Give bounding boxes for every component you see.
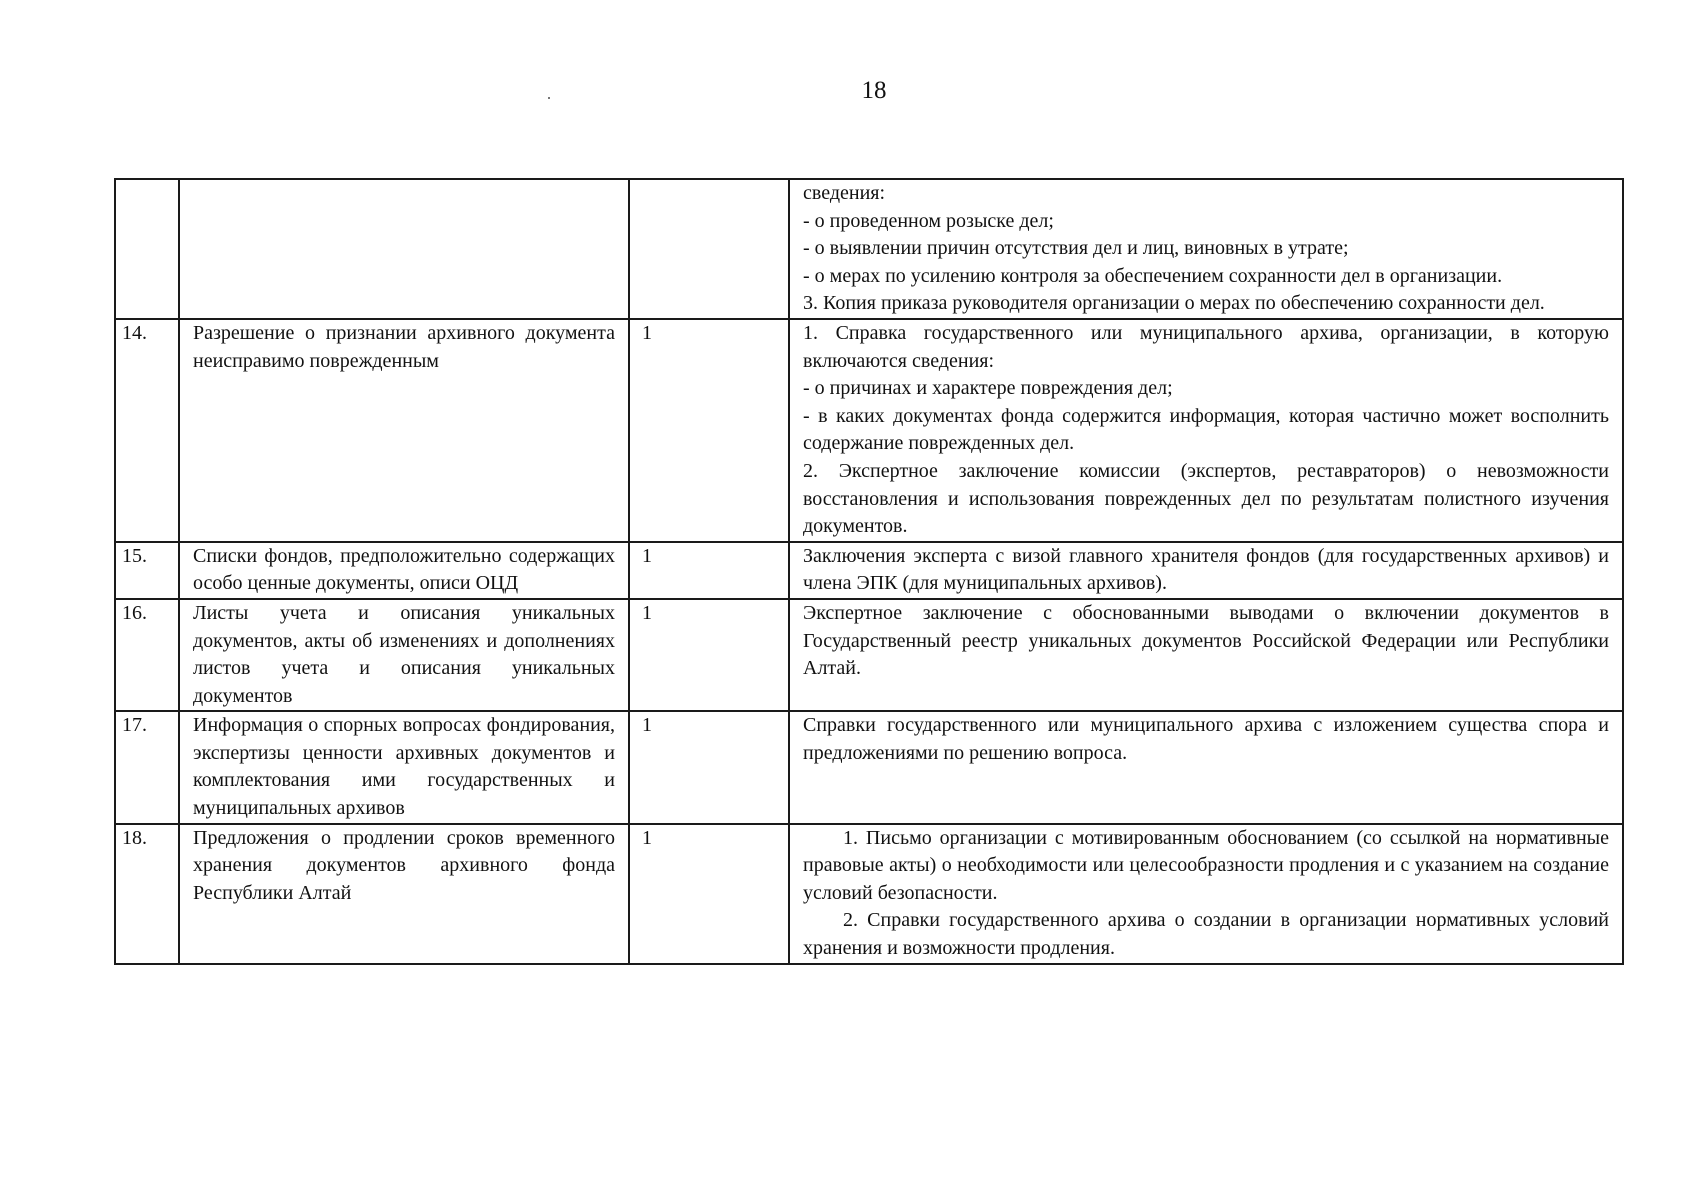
- document-paragraph: 3. Копия приказа руководителя организации о мерах по обеспечению сохранности дел.: [803, 292, 1545, 315]
- document-paragraph: 2. Справки государственного архива о создании в организации нормативных условий хранения и возможности продления.: [803, 909, 1609, 960]
- document-paragraph: - о проведенном розыске дел;: [803, 209, 1054, 232]
- row-quantity-cell: 1: [629, 599, 789, 711]
- document-paragraph: Экспертное заключение с обоснованными выводами о включении документов в Государственный реестр уникальных документов Российской Федерации или Республики Алтай.: [803, 601, 1609, 680]
- row-number-cell: 15.: [115, 542, 179, 599]
- row-documents-cell: [789, 599, 1623, 711]
- table-row: [115, 179, 1623, 319]
- table-row: [115, 542, 1623, 599]
- document-paragraph: 2. Экспертное заключение комиссии (экспертов, реставраторов) о невозможности восстановления и использования поврежденных дел по результатам полистного изучения документов.: [803, 459, 1609, 538]
- row-number-cell: 14.: [115, 319, 179, 542]
- row-name-cell: Листы учета и описания уникальных документов, акты об изменениях и дополнениях листов учета и описания уникальных документов: [179, 599, 629, 711]
- document-table-container: [114, 178, 1622, 965]
- document-paragraph: - о выявлении причин отсутствия дел и лиц, виновных в утрате;: [803, 237, 1349, 260]
- table-row: [115, 599, 1623, 711]
- document-paragraph: - о мерах по усилению контроля за обеспечением сохранности дел в организации.: [803, 264, 1503, 287]
- document-paragraph: 1. Справка государственного или муниципального архива, организации, в которую включаются сведения:: [803, 321, 1609, 372]
- row-number-cell: 17.: [115, 711, 179, 823]
- row-quantity-cell: 1: [629, 542, 789, 599]
- row-documents-cell: [789, 542, 1623, 599]
- row-number-cell: [115, 179, 179, 319]
- row-documents-cell: [789, 319, 1623, 542]
- document-paragraph: 1. Письмо организации с мотивированным обоснованием (со ссылкой на нормативные правовые акты) о необходимости или целесообразности продления и с указанием на создание условий безопасности.: [803, 826, 1609, 904]
- scan-speck: [548, 97, 550, 99]
- row-quantity-cell: 1: [629, 824, 789, 964]
- table-row: [115, 711, 1623, 823]
- document-paragraph: Заключения эксперта с визой главного хранителя фондов (для государственных архивов) и члена ЭПК (для муниципальных архивов).: [803, 544, 1609, 595]
- document-paragraph: - в каких документах фонда содержится информация, которая частично может восполнить содержание поврежденных дел.: [803, 404, 1609, 455]
- table-row: [115, 824, 1623, 964]
- document-paragraph: Справки государственного или муниципального архива с изложением существа спора и предложениями по решению вопроса.: [803, 714, 1609, 764]
- row-name-cell: [179, 179, 629, 319]
- row-number-cell: 16.: [115, 599, 179, 711]
- document-paragraph: сведения:: [803, 182, 886, 204]
- document-table: [114, 178, 1624, 965]
- row-quantity-cell: 1: [629, 319, 789, 542]
- row-documents-cell: [789, 711, 1623, 823]
- page-number: 18: [861, 77, 887, 104]
- row-documents-cell: [789, 179, 1623, 319]
- row-name-cell: Предложения о продлении сроков временного хранения документов архивного фонда Республики Алтай: [179, 824, 629, 964]
- row-number-cell: 18.: [115, 824, 179, 964]
- row-quantity-cell: [629, 179, 789, 319]
- document-paragraph: - о причинах и характере повреждения дел;: [803, 377, 1173, 400]
- row-documents-cell: [789, 824, 1623, 964]
- row-name-cell: Информация о спорных вопросах фондирования, экспертизы ценности архивных документов и комплектования ими государственных и муниципальных архивов: [179, 711, 629, 823]
- row-name-cell: Разрешение о признании архивного документа неисправимо поврежденным: [179, 319, 629, 542]
- row-quantity-cell: 1: [629, 711, 789, 823]
- table-row: [115, 319, 1623, 542]
- row-name-cell: Списки фондов, предположительно содержащих особо ценные документы, описи ОЦД: [179, 542, 629, 599]
